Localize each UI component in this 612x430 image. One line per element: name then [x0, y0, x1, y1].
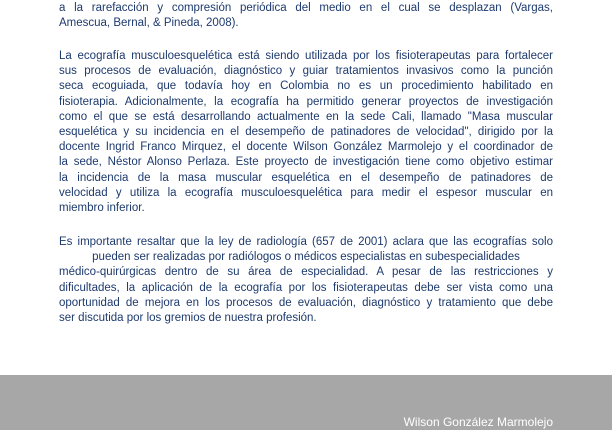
paragraph-line: a la rarefacción y compresión periódica del medio en el cual se desplazan (Vargas, [59, 2, 553, 14]
paragraph-line: ser discutida por los gremios de nuestra profesión. [59, 312, 317, 325]
paragraph-line: médico-quirúrgicas dentro de su área de especialidad. A pesar de las restricciones y [59, 266, 553, 279]
paragraph-line: esquelética y su incidencia en el desempeño de patinadores de velocidad", dirigido por la [59, 126, 553, 139]
paragraph-line: pueden ser realizadas por radiólogos o médicos especialistas en subespecialidades [92, 251, 520, 264]
paragraph-line: docente Ingrid Franco Mirquez, el docente Wilson González Marmolejo y el coordinador de [59, 141, 553, 154]
footer-author: Wilson González Marmolejo [403, 415, 553, 429]
paragraph-line: dificultades, la aplicación de la ecografía por los fisioterapeutas debe ser vista como una [59, 281, 553, 294]
paragraph-line: la sede, Néstor Alonso Perlaza. Este proyecto de investigación tiene como objetivo estimar [59, 156, 553, 169]
footer-band [0, 375, 612, 430]
paragraph-line: miembro inferior. [59, 202, 145, 215]
paragraph-line: fisioterapia. Adicionalmente, la ecografía ha permitido generar proyectos de investigación [59, 95, 553, 108]
paragraph-line: velocidad y utiliza la ecografía musculoesquelética para medir el espesor muscular en [59, 186, 553, 199]
paragraph-line: sus procesos de evaluación, diagnóstico y guiar tratamientos invasivos como la punción [59, 65, 553, 78]
paragraph-2 [59, 49, 553, 216]
paragraph-line: Amescua, Bernal, & Pineda, 2008). [59, 17, 239, 30]
paragraph-line: oportunidad de mejora en los procesos de evaluación, diagnóstico y tratamiento que debe [59, 296, 553, 309]
paragraph-line: La ecografía musculoesquelética está siendo utilizada por los fisioterapeutas para fortalecer [59, 50, 553, 62]
paragraph-line: la incidencia de la masa muscular esquelética en el desempeño de patinadores de [59, 171, 553, 184]
paragraph-line: seca ecoguiada, que todavía hoy en Colombia no es un procedimiento habilitado en [59, 80, 553, 93]
paragraph-line: Es importante resaltar que la ley de radiología (657 de 2001) aclara que las ecografías solo [59, 236, 553, 248]
paragraph-line: como el que se está desarrollando actualmente en la sede Cali, llamado "Masa muscular [59, 110, 553, 123]
paragraph-3 [59, 235, 553, 326]
paragraph-1 [59, 1, 553, 31]
